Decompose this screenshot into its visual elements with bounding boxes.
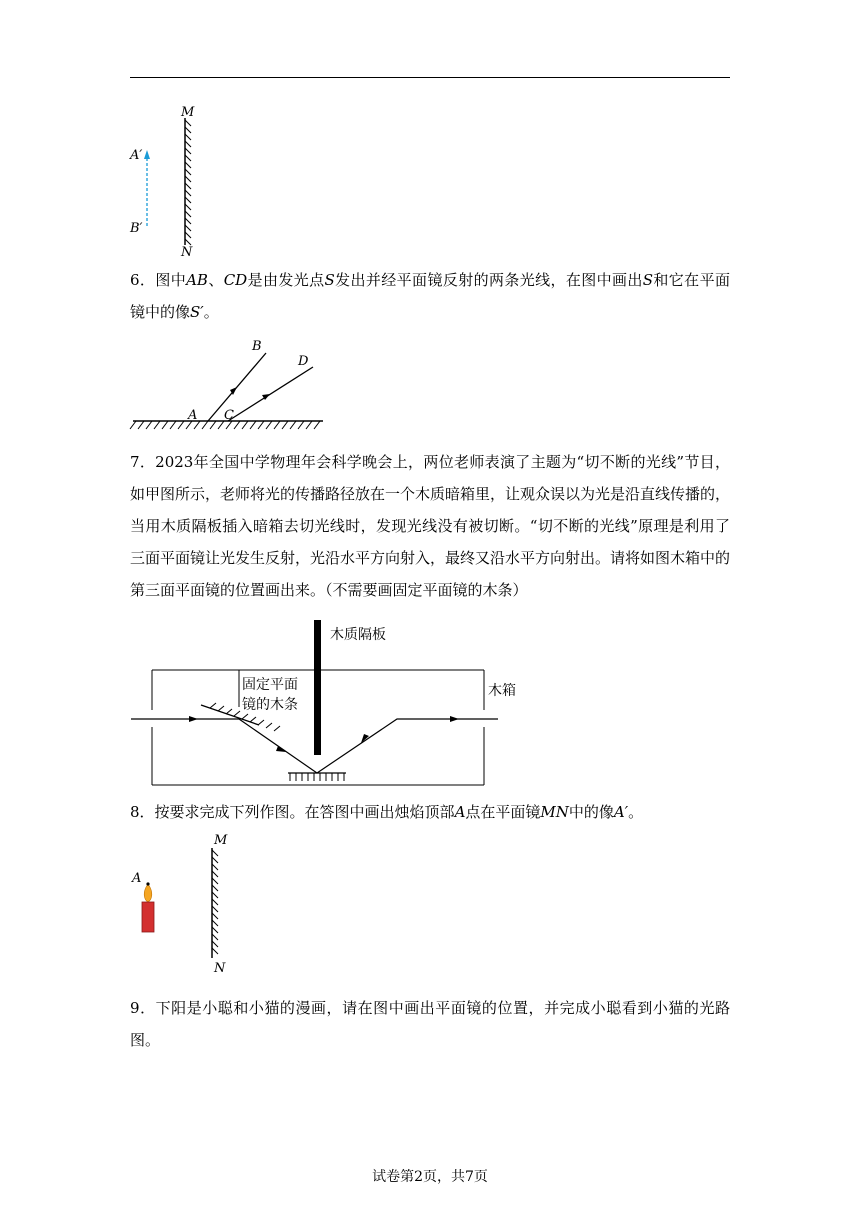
q6-s-prime: S′ [190,303,204,321]
q8-text-1: 按要求完成下列作图。在答图中画出烛焰顶部 [154,803,455,821]
q6-cd: CD [223,271,248,289]
q8-figure [128,830,248,980]
label-A: A [188,408,198,423]
question-number: 7． [130,453,156,471]
q8-mn: MN [540,803,569,821]
q6-figure [128,335,328,435]
box-label: 木箱 [488,683,516,699]
question-8 [130,796,730,828]
q6-text-4: 发出并经平面镜反射的两条光线，在图中画出 [334,271,643,289]
label-M: M [214,833,228,848]
flame-icon [144,884,152,902]
question-6 [130,264,730,328]
label-B: B [252,339,262,354]
question-text: 下阳是小聪和小猫的漫画，请在图中画出平面镜的位置，并完成小聪看到小猫的光路图。 [130,999,730,1049]
strip-label-1: 固定平面 [242,677,298,693]
label-D: D [298,354,309,369]
q6-text-1: 图中 [155,271,187,289]
label-N: N [214,961,226,976]
header-rule [130,77,730,78]
q6-text-2: 、 [207,271,224,289]
q6-s: S [324,271,335,289]
page-footer: 试卷第2页，共7页 [372,1169,488,1185]
mirror-figure-top [125,100,215,260]
question-9 [130,992,730,1056]
label-B-prime: B′ [130,221,143,236]
label-N: N [181,245,193,260]
point-A-dot [146,882,149,885]
question-number: 6． [130,271,156,289]
strip-label-2: 镜的木条 [242,697,298,713]
q6-text-3: 是由发光点 [247,271,325,289]
question-number: 9． [130,999,156,1017]
q8-text-2: 点在平面镜 [465,803,541,821]
q6-text-6: 。 [203,303,219,321]
question-7 [130,446,730,606]
label-M: M [181,105,195,120]
q8-a: A [454,803,466,821]
q8-a-prime: A′ [613,803,629,821]
label-A-prime: A′ [130,148,143,163]
q6-ab: AB [186,271,208,289]
q8-text-4: 。 [628,803,644,821]
candle-icon [142,902,154,932]
label-C: C [224,408,234,423]
partition-label: 木质隔板 [330,627,386,643]
question-text: 2023年全国中学物理年会科学晚会上，两位老师表演了主题为“切不断的光线”节目，如甲图所示，老师将光的传播路径放在一个木质暗箱里，让观众误以为光是沿直线传播的，当用木质隔板插入暗箱去切光线时，发现光线没有被切断。“切不断的光线”原理是利用了三面平面镜让光发生反射，光沿水平方向射入，最终又沿水平方向射出。请将如图木箱中的第三面平面镜的位置画出来。（不需要画固定平面镜的木条） [130,453,731,599]
q6-text-5: 和它在平面镜中的像 [130,271,730,321]
question-number: 8． [130,803,155,821]
q8-text-3: 中的像 [568,803,614,821]
q7-figure [128,615,516,790]
label-A: A [132,871,142,886]
q6-s2: S [642,271,654,289]
